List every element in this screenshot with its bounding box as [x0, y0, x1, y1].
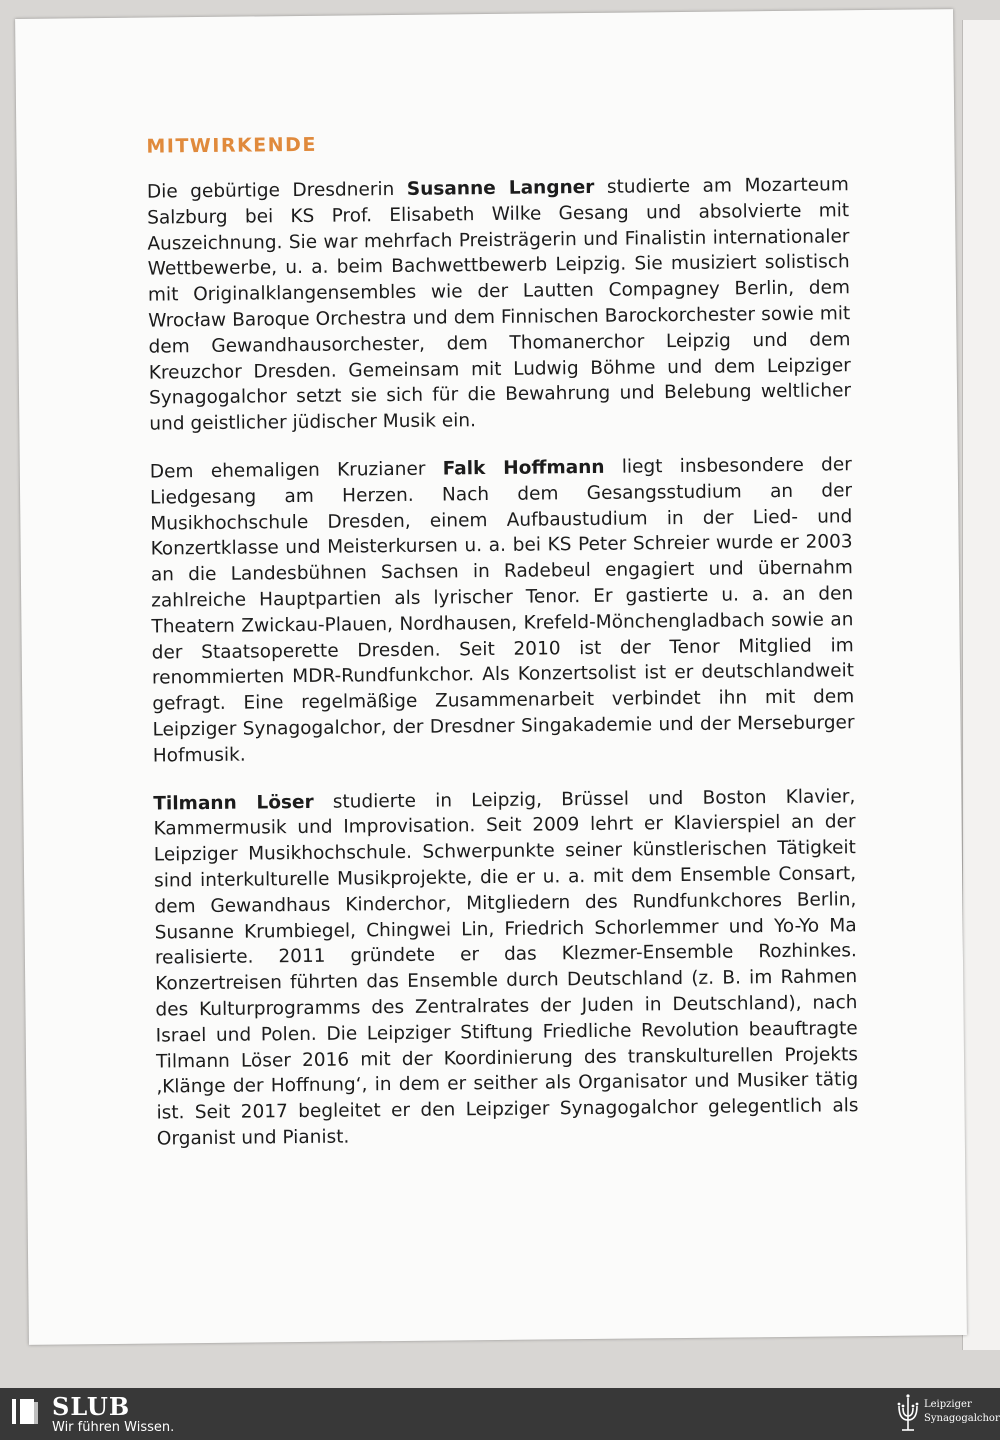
- footer-bar: [0, 1388, 1000, 1440]
- partner-logo-text: [924, 1398, 1000, 1426]
- slub-tagline: Wir führen Wissen.: [52, 1420, 175, 1435]
- paragraph-text: studierte am Mozarteum Salzburg bei KS Prof. Elisabeth Wilke Gesang und absolvierte mit Auszeichnung. Sie war mehrfach Preisträgerin und Finalistin internationaler Wettbewerbe, u. a. beim Bachwettbewerb Leipzig. Sie musiziert solistisch mit Originalklangensembles wie der Lautten Compagney Berlin, dem Wrocław Baroque Orchestra und dem Finnischen Barockorchester sowie mit dem Gewandhausorchester, dem Thomanerchor Leipzig und dem Kreuzchor Dresden. Gemeinsam mit Ludwig Böhme und dem Leipziger Synagogalchor setzt sie sich für die Bewahrung und Belebung weltlicher und geistlicher jüdischer Musik ein.: [147, 174, 852, 435]
- person-name: Falk Hoffmann: [442, 456, 605, 480]
- slub-name: SLUB: [52, 1392, 131, 1421]
- page-content: [146, 128, 859, 1174]
- paragraph-text: liegt insbesondere der Liedgesang am Herzen. Nach dem Gesangsstudium an der Musikhochschule Dresden, einem Aufbaustudium in der Lied- und Konzertklasse und Meisterkursen u. a. bei KS Peter Schreier wurde er 2003 an die Landesbühnen Sachsen in Radebeul engagiert und übernahm zahlreiche Hauptpartien als lyrischer Tenor. Er gastierte u. a. an den Theatern Zwickau-Plauen, Nordhausen, Krefeld-Mönchengladbach sowie an der Staatsoperette Dresden. Seit 2010 ist der Tenor Mitglied im renommierten MDR-Rundfunkchor. Als Konzertsolist ist er deutschlandweit gefragt. Eine regelmäßige Zusammenarbeit verbindet ihn mit dem Leipziger Synagogalchor, der Dresdner Singakademie und der Merseburger Hofmusik.: [149, 454, 855, 767]
- person-name: Susanne Langner: [406, 176, 595, 200]
- partner-line-1: Leipziger: [924, 1399, 972, 1410]
- person-name: Tilmann Löser: [153, 791, 314, 815]
- paragraph-falk-hoffmann: [150, 452, 855, 769]
- paragraph-tilmann-loeser: [153, 784, 859, 1152]
- paragraph-text: Dem ehemaligen Kruzianer: [149, 458, 443, 483]
- paragraph-text: studierte in Leipzig, Brüssel und Boston Klavier, Kammermusik und Improvisation. Seit 2009 lehrt er Klavierspiel an der Leipziger Musikhochschule. Schwerpunkte seiner künstlerischen Tätigkeit sind interkulturelle Musikprojekte, die er u. a. mit dem Ensemble Consart, dem Gewandhaus Kinderchor, Mitgliedern des Rundfunkchores Berlin, Susanne Krumbiegel, Chingwei Lin, Friedrich Schorlemmer und Yo-Yo Ma realisierte. 2011 gründete er das Klezmer-Ensemble Rozhinkes. Konzertreisen führten das Ensemble durch Deutschland (z. B. im Rahmen des Kulturprogramms des Zentralrates der Juden in Deutschland), nach Israel und Polen. Die Leipziger Stiftung Friedliche Revolution beauftragte Tilmann Löser 2016 mit der Koordinierung des transkulturellen Projekts ‚Klänge der Hoffnung‘, in dem er seither als Organisator und Musiker tätig ist. Seit 2017 begleitet er den Leipziger Synagogalchor gelegentlich als Organist und Pianist.: [153, 785, 859, 1150]
- slub-book-icon: [10, 1396, 40, 1426]
- menorah-icon: [895, 1392, 921, 1434]
- document-page: [15, 9, 967, 1345]
- partner-line-2: Synagogalchor: [924, 1413, 1000, 1424]
- paragraph-susanne-langner: [147, 172, 852, 437]
- section-heading: MITWIRKENDE: [146, 133, 317, 158]
- next-page-edge: [962, 20, 1000, 1350]
- paragraph-text: Die gebürtige Dresdnerin: [146, 178, 407, 203]
